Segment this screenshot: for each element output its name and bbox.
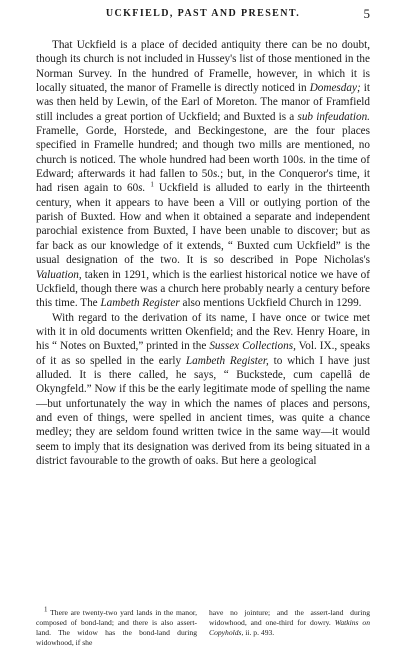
italic-run: Valuation, [36, 268, 82, 281]
text-run: Uckfield is alluded to early in the thirteenth century, when it appears to have been a Vill or outlying portion of the parish of Buxted. How and when it obtained a separate and independent parochial existence from Buxted, I have been unable to discover; but as far back as our knowledge of it extends, “ Buxted cum Uckfield” is the usual designation of the two. It is so described in Pope Nicholas's [36, 182, 370, 267]
page-number: 5 [363, 6, 370, 21]
text-run: have no jointure; and the assert-land during widowhood, and one-third for dowry. [209, 608, 370, 627]
text-run: in the time of Edward; afterwards it had fallen to 50 [36, 153, 370, 181]
italic-run: sub infeudation. [297, 110, 370, 123]
text-run: also mentions Uckfield Church in 1299. [179, 297, 362, 310]
text-run: Framelle, Gorde, Horstede, and Beckingestone, are the four places specified in Framelle hundred; and though two mills are mentioned, no church is noticed. The whole hundred had been worth 100 [36, 125, 370, 166]
footnote-marker: 1 [150, 180, 154, 189]
italic-run: Lambeth Register [100, 297, 180, 310]
running-header [36, 8, 370, 26]
text-run: ii. p. 493. [243, 628, 275, 637]
italic-run: Domesday; [309, 82, 361, 95]
main-text [36, 38, 370, 468]
text-run: That Uckfield is a place of decided antiquity there can be no doubt, though its church is not included in Hussey's list of those mentioned in the Norman Survey. In the hundred of Framelle, however, in which it is locally situated, the manor of Framelle is directly noticed in [36, 39, 370, 95]
footnote-marker: 1 [44, 605, 48, 614]
paragraph-2 [36, 311, 370, 469]
text-run: it was then held by Lewin, of the Earl of Moreton. The manor of Framfield still includes a great portion of Uckfield; and Buxted is a [36, 82, 370, 123]
italic-run: Lambeth Register, [185, 354, 269, 367]
italic-run: s. [298, 153, 307, 166]
italic-run: Sussex Collections, [209, 340, 296, 353]
text-run: Vol. IX., speaks of it as so spelled in the early [36, 340, 370, 367]
text-run: taken in 1291, which is the earliest historical notice we have of Uckfield, though there was a church here probably nearly a century before this time. The [36, 268, 370, 310]
italic-run: Watkins on Copyholds, [209, 618, 370, 637]
italic-run: s. [213, 168, 221, 181]
footnote-column-2 [209, 608, 370, 648]
running-title: UCKFIELD, PAST AND PRESENT. [105, 8, 301, 19]
footnote [36, 605, 370, 648]
text-run: ; but, in the Conqueror's time, it had risen again to 60 [36, 168, 370, 195]
footnote-column-1 [36, 605, 197, 648]
paragraph-1 [36, 38, 370, 311]
italic-run: s. [138, 182, 146, 195]
text-run: There are twenty-two yard lands in the manor, composed of bond-land; and there is also assert-land. The widow has the bond-land during widowhood, if she [36, 608, 197, 647]
text-run: to which I have just alluded. It is there called, he says, “ Buckstede, cum capellâ de Okyngfeld.” Now if this be the early legitimate mode of spelling the name—but unfortunately the way in which the names of places and persons, and even of things, were spelled in ancient times, was quite a chance medley; they are seldom found written twice in the same way—it would seem to imply that its designation was derived from its being situated in a district favourable to the growth of oaks. But here a geological [36, 354, 370, 467]
text-run: With regard to the derivation of its name, I have once or twice met with it in old documents written Okenfield; and the Rev. Henry Hoare, in his “ Notes on Buxted,” printed in the [36, 311, 370, 353]
